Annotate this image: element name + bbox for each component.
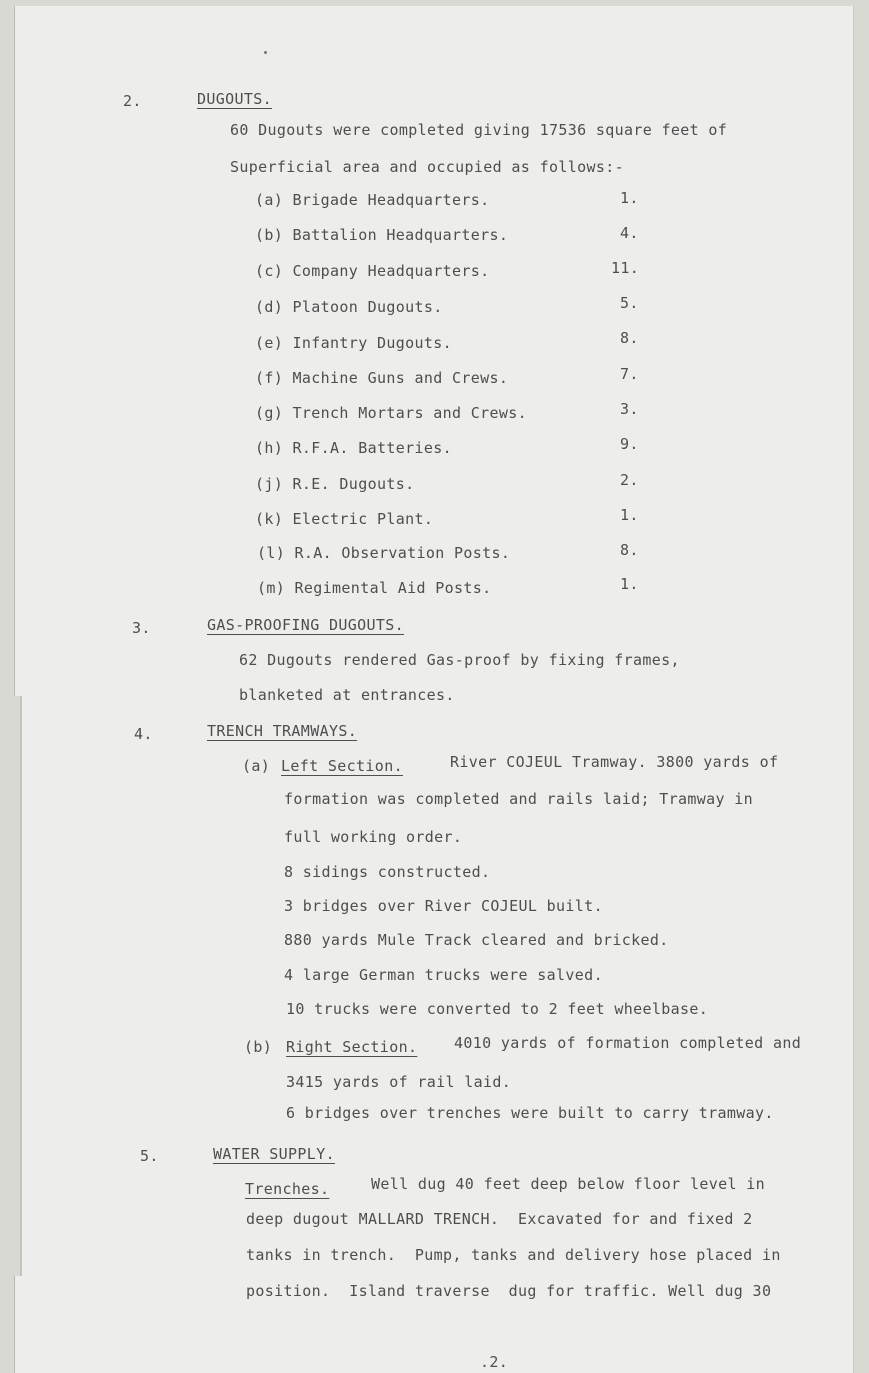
section-4-number: 4. [134, 725, 153, 743]
ink-speck [264, 51, 267, 54]
section-3-number: 3. [132, 619, 151, 637]
dugout-item-count: 4. [620, 224, 639, 242]
dugout-item-count: 8. [620, 329, 639, 347]
dugout-item-label: (a) Brigade Headquarters. [255, 191, 490, 209]
section-5-heading: WATER SUPPLY. [213, 1145, 335, 1163]
section-5-first-text: Well dug 40 feet deep below floor level in [371, 1175, 765, 1193]
dugout-item-label: (e) Infantry Dugouts. [255, 334, 452, 352]
section-3-line-1: 62 Dugouts rendered Gas-proof by fixing frames, [239, 651, 680, 669]
section-4-a-title: Left Section. [281, 757, 403, 775]
dugout-item-count: 2. [620, 471, 639, 489]
section-2-intro-line-2: Superficial area and occupied as follows:- [230, 158, 624, 176]
section-2-intro-line-1: 60 Dugouts were completed giving 17536 square feet of [230, 121, 728, 139]
section-4-a-label: (a) [242, 757, 271, 775]
dugout-item-count: 5. [620, 294, 639, 312]
dugout-item-label: (l) R.A. Observation Posts. [257, 544, 511, 562]
section-5-number: 5. [140, 1147, 159, 1165]
section-4-a-line: formation was completed and rails laid; Tramway in [284, 790, 754, 808]
section-4-heading: TRENCH TRAMWAYS. [207, 722, 358, 740]
dugout-item-label: (g) Trench Mortars and Crews. [255, 404, 528, 422]
section-5-line: deep dugout MALLARD TRENCH. Excavated for and fixed 2 [246, 1210, 753, 1228]
section-4-a-line: 3 bridges over River COJEUL built. [284, 897, 603, 915]
section-4-a-text: River COJEUL Tramway. 3800 yards of [450, 753, 779, 771]
section-4-b-text: 4010 yards of formation completed and [454, 1034, 802, 1052]
section-2-heading: DUGOUTS. [197, 90, 273, 108]
dugout-item-count: 9. [620, 435, 639, 453]
section-2-number: 2. [123, 92, 142, 110]
section-4-a-line: 4 large German trucks were salved. [284, 966, 603, 984]
section-4-a-line: 10 trucks were converted to 2 feet wheelbase. [286, 1000, 709, 1018]
dugout-item-count: 3. [620, 400, 639, 418]
dugout-item-label: (c) Company Headquarters. [255, 262, 490, 280]
dugout-item-label: (m) Regimental Aid Posts. [257, 579, 492, 597]
section-3-line-2: blanketed at entrances. [239, 686, 455, 704]
section-4-a-line: 8 sidings constructed. [284, 863, 491, 881]
page-number: .2. [480, 1353, 509, 1371]
section-4-b-line: 3415 yards of rail laid. [286, 1073, 512, 1091]
section-5-line: tanks in trench. Pump, tanks and delivery hose placed in [246, 1246, 781, 1264]
dugout-item-count: 8. [620, 541, 639, 559]
dugout-item-count: 11. [611, 259, 640, 277]
dugout-item-count: 1. [620, 189, 639, 207]
section-5-line: position. Island traverse dug for traffic. Well dug 30 [246, 1282, 772, 1300]
section-3-heading: GAS-PROOFING DUGOUTS. [207, 616, 404, 634]
section-4-a-line: 880 yards Mule Track cleared and bricked. [284, 931, 669, 949]
section-4-b-line: 6 bridges over trenches were built to carry tramway. [286, 1104, 774, 1122]
dugout-item-count: 1. [620, 506, 639, 524]
dugout-item-label: (b) Battalion Headquarters. [255, 226, 509, 244]
dugout-item-label: (d) Platoon Dugouts. [255, 298, 443, 316]
section-5-subtitle: Trenches. [245, 1180, 330, 1198]
dugout-item-label: (k) Electric Plant. [255, 510, 434, 528]
section-4-b-label: (b) [244, 1038, 273, 1056]
torn-page-edge [10, 696, 22, 1276]
dugout-item-label: (j) R.E. Dugouts. [255, 475, 415, 493]
dugout-item-label: (f) Machine Guns and Crews. [255, 369, 509, 387]
dugout-item-count: 7. [620, 365, 639, 383]
dugout-item-label: (h) R.F.A. Batteries. [255, 439, 452, 457]
dugout-item-count: 1. [620, 575, 639, 593]
document-page [14, 6, 854, 1373]
section-4-a-line: full working order. [284, 828, 463, 846]
section-4-b-title: Right Section. [286, 1038, 418, 1056]
